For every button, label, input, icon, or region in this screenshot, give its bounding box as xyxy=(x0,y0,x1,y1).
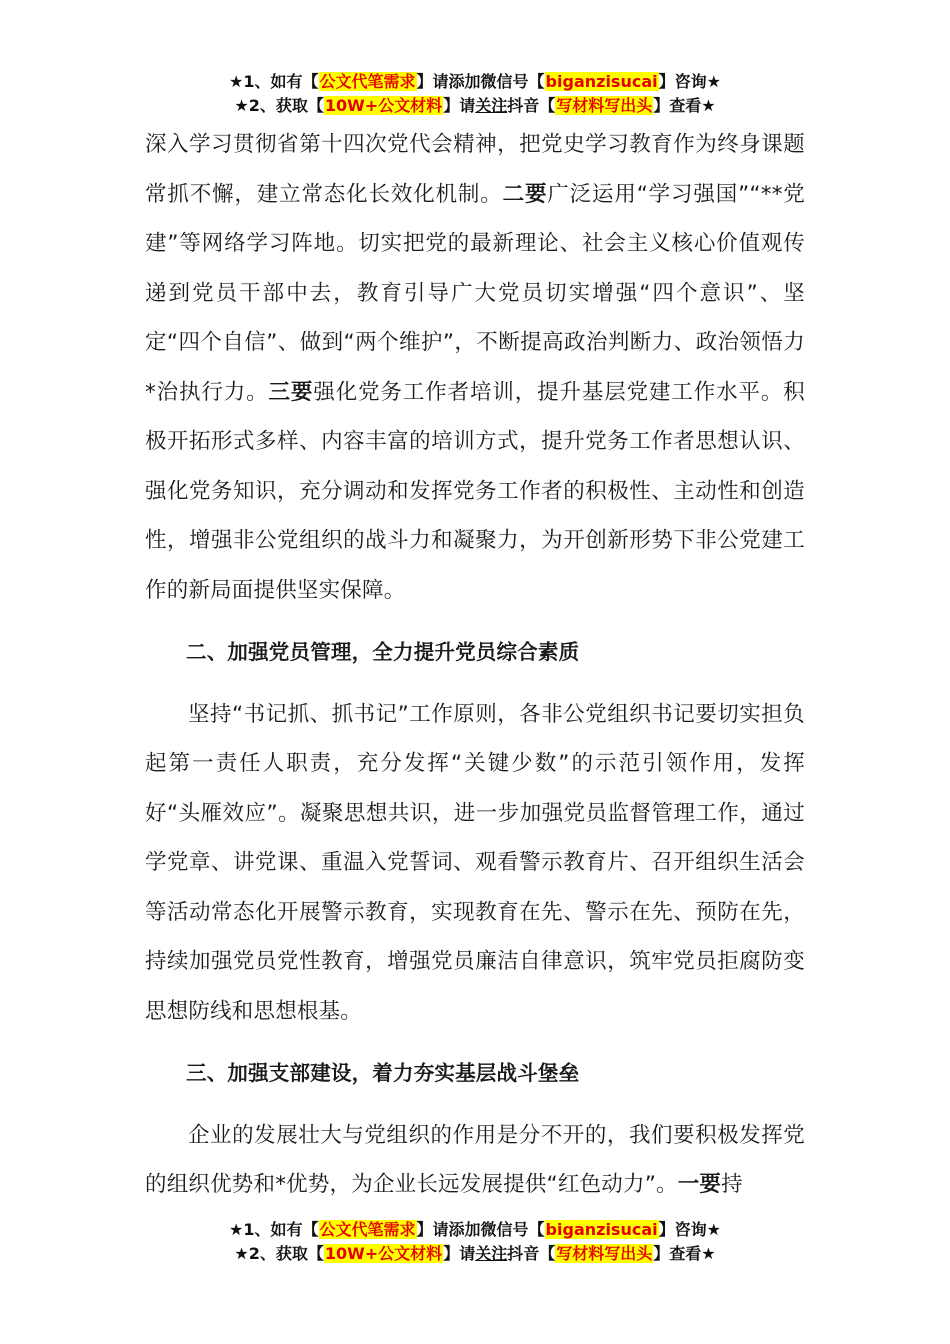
underlined-follow: 关注 xyxy=(475,96,508,115)
highlight-materials: 10W+公文材料 xyxy=(324,96,443,115)
section-heading-3: 三、加强支部建设，着力夯实基层战斗堡垒 xyxy=(186,1061,580,1085)
bold-point-3: 三要 xyxy=(268,379,314,405)
banner-line-2: ★2、获取【10W+公文材料】请关注抖音【写材料写出头】查看★ xyxy=(234,1244,716,1263)
banner-line-2: ★2、获取【10W+公文材料】请关注抖音【写材料写出头】查看★ xyxy=(234,96,716,115)
section-heading-2: 二、加强党员管理，全力提升党员综合素质 xyxy=(186,640,580,664)
highlight-ghostwriting: 公文代笔需求 xyxy=(319,1220,416,1239)
highlight-wechat-id: biganzisucai xyxy=(545,72,658,91)
highlight-wechat-id: biganzisucai xyxy=(545,1220,658,1239)
highlight-douyin-account: 写材料写出头 xyxy=(556,1244,653,1263)
highlight-ghostwriting: 公文代笔需求 xyxy=(319,72,416,91)
bottom-banner xyxy=(0,1218,950,1266)
highlight-materials: 10W+公文材料 xyxy=(324,1244,443,1263)
banner-line-1: ★1、如有【公文代笔需求】请添加微信号【biganzisucai】咨询★ xyxy=(229,72,721,91)
bold-point-2: 二要 xyxy=(502,181,548,207)
paragraph-2: 坚持“书记抓、抓书记”工作原则，各非公党组织书记要切实担负起第一责任人职责，充分发挥“关键少数”的示范引领作用，发挥好“头雁效应”。凝聚思想共识，进一步加强党员监督管理工作，通过学党章、讲党课、重温入党誓词、观看警示教育片、召开组织生活会等活动常态化开展警示教育，实现教育在先、警示在先、预防在先，持续加强党员党性教育，增强党员廉洁自律意识，筑牢党员拒腐防变思想防线和思想根基。 xyxy=(145,701,805,1024)
paragraph-3: 企业的发展壮大与党组织的作用是分不开的，我们要积极发挥党的组织优势和*优势，为企业长远发展提供“红色动力”。一要持 xyxy=(145,1122,805,1197)
top-banner xyxy=(0,70,950,118)
document-body xyxy=(145,120,805,1210)
bold-point-1: 一要 xyxy=(677,1172,722,1197)
paragraph-1: 深入学习贯彻省第十四次党代会精神，把党史学习教育作为终身课题常抓不懈，建立常态化长效化机制。二要广泛运用“学习强国”“**党建”等网络学习阵地。切实把党的最新理论、社会主义核心价值观传递到党员干部中去，教育引导广大党员切实增强“四个意识”、坚定“四个自信”、做到“两个维护”，不断提高政治判断力、政治领悟力*治执行力。三要强化党务工作者培训，提升基层党建工作水平。积极开拓形式多样、内容丰富的培训方式，提升党务工作者思想认识、强化党务知识，充分调动和发挥党务工作者的积极性、主动性和创造性，增强非公党组织的战斗力和凝聚力，为开创新形势下非公党建工作的新局面提供坚实保障。 xyxy=(145,132,806,603)
banner-line-1: ★1、如有【公文代笔需求】请添加微信号【biganzisucai】咨询★ xyxy=(229,1220,721,1239)
underlined-follow: 关注 xyxy=(475,1244,508,1263)
highlight-douyin-account: 写材料写出头 xyxy=(556,96,653,115)
